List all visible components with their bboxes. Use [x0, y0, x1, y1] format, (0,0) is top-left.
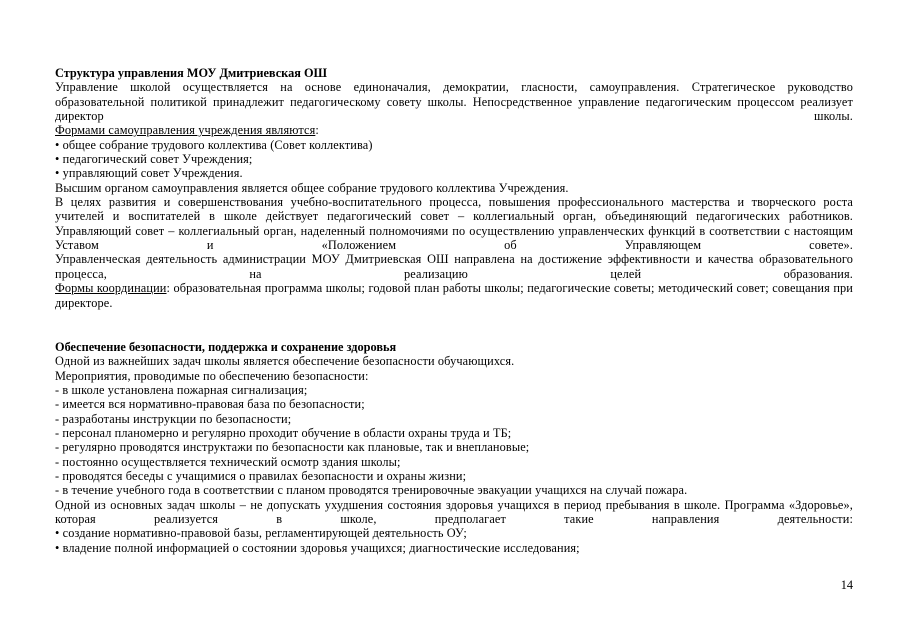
paragraph: В целях развития и совершенствования учебно-воспитательного процесса, повышения профессионального мастерства и творческого роста учителей и воспитателей в школе действует педагогический совет – коллегиальный орган, объединяющий педагогических работников.: [55, 195, 857, 224]
dash-item: - регулярно проводятся инструктажи по безопасности как плановые, так и внеплановые;: [55, 440, 530, 455]
bullet-item: • создание нормативно-правовой базы, регламентирующей деятельность ОУ;: [55, 526, 467, 541]
section-spacer: [55, 310, 853, 340]
dash-item: - в течение учебного года в соответствии с планом проводятся тренировочные эвакуации учащихся на случай пожара.: [55, 483, 688, 498]
paragraph: Управление школой осуществляется на основе единоначалия, демократии, гласности, самоуправления. Стратегическое руководство образовательной политикой принадлежит педагогическому совету школы. Непосредственное управление педагогическим процессом реализует директор школы.: [55, 80, 857, 124]
bullet-item: • управляющий совет Учреждения.: [55, 166, 243, 181]
section-upravlenie: [55, 66, 857, 310]
paragraph: Одной из основных задач школы – не допускать ухудшения состояния здоровья учащихся в период пребывания в школе. Программа «Здоровье», которая реализуется в школе, предполагает такие направления деятельности:: [55, 497, 857, 526]
dash-item: - персонал планомерно и регулярно проходит обучение в области охраны труда и ТБ;: [55, 425, 512, 440]
bullet-item: • педагогический совет Учреждения;: [55, 152, 253, 167]
paragraph: Управленческая деятельность администрации МОУ Дмитриевская ОШ направлена на достижение эффективности и качества образовательного процесса, на реализацию целей образования.: [55, 252, 857, 281]
paragraph: Одной из важнейших задач школы является обеспечение безопасности обучающихся.: [55, 354, 515, 369]
underlined-text: Формами самоуправления учреждения являются: [55, 123, 316, 138]
section-heading-bezopasnost: Обеспечение безопасности, поддержка и сохранение здоровья: [55, 339, 397, 354]
section-bezopasnost: [55, 339, 857, 555]
underlined-lead-line: [55, 123, 853, 137]
dash-item: - постоянно осуществляется технический осмотр здания школы;: [55, 454, 401, 469]
paragraph: Мероприятия, проводимые по обеспечению безопасности:: [55, 368, 369, 383]
dash-item: - в школе установлена пожарная сигнализация;: [55, 382, 308, 397]
dash-item: - разработаны инструкции по безопасности;: [55, 411, 292, 426]
document-body: [55, 66, 857, 555]
bullet-item: • общее собрание трудового коллектива (Совет коллектива): [55, 137, 373, 152]
page-number: 14: [840, 578, 853, 592]
underlined-lead-line: [55, 281, 857, 310]
underlined-text: Формы координации: [55, 281, 167, 296]
dash-item: - проводятся беседы с учащимися о правилах безопасности и охраны жизни;: [55, 468, 467, 483]
line-suffix: : образовательная программа школы; годовой план работы школы; педагогические советы; методический совет; совещания при директоре.: [55, 281, 857, 310]
dash-item: - имеется вся нормативно-правовая база по безопасности;: [55, 397, 365, 412]
bullet-item: • владение полной информацией о состоянии здоровья учащихся; диагностические исследования;: [55, 540, 580, 555]
paragraph: Высшим органом самоуправления является общее собрание трудового коллектива Учреждения.: [55, 180, 569, 195]
paragraph: Управляющий совет – коллегиальный орган, наделенный полномочиями по осуществлению управленческих функций в соответствии с настоящим Уставом и «Положением об Управляющем совете».: [55, 223, 857, 253]
section-heading-upravlenie: Структура управления МОУ Дмитриевская ОШ: [55, 66, 328, 80]
line-suffix: :: [315, 123, 319, 138]
